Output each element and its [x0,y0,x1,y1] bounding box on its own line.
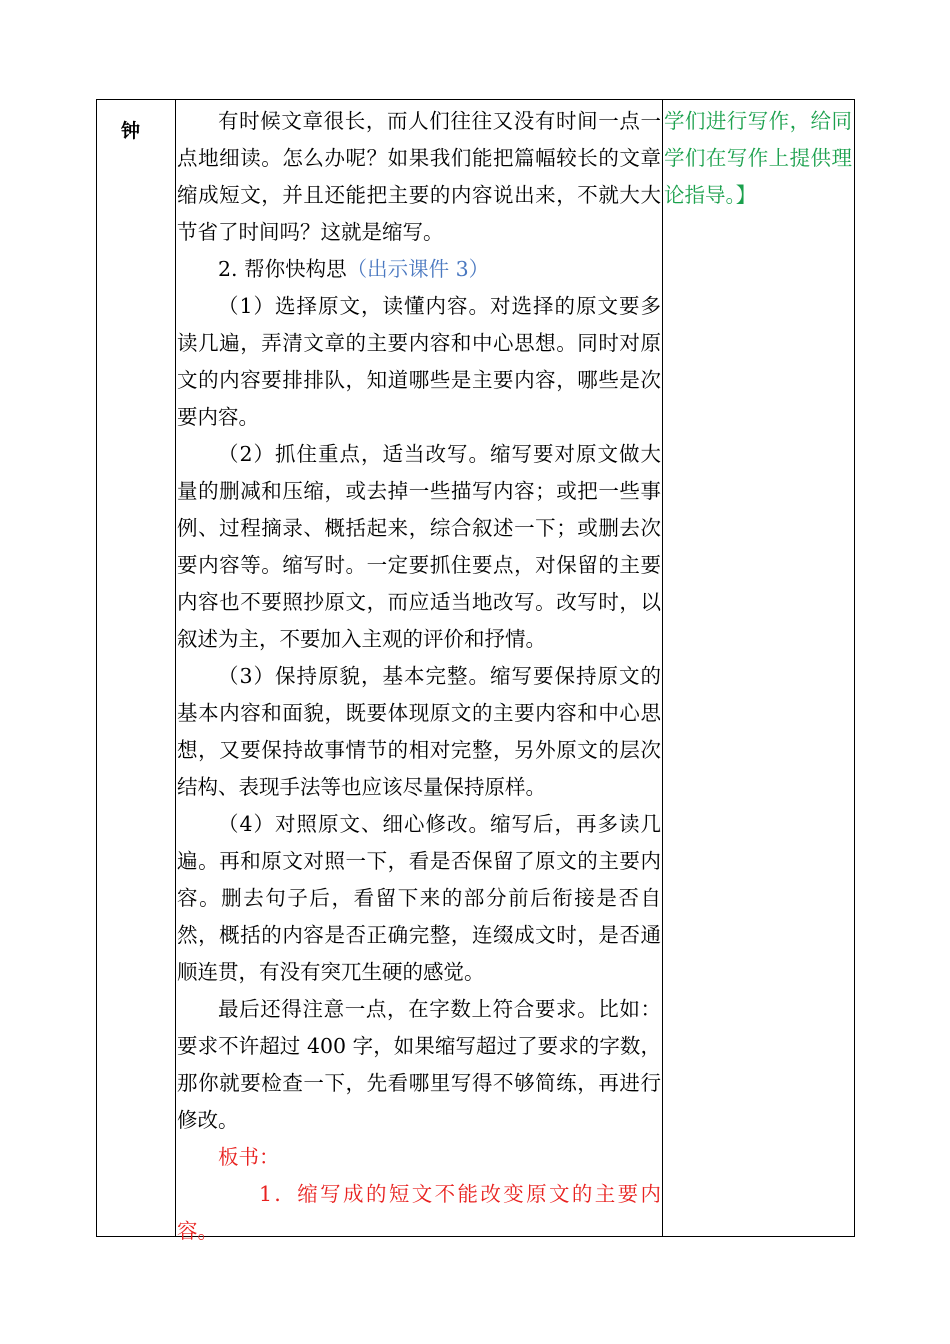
lesson-content [177,103,661,1250]
courseware-cue: （出示课件 3） [346,257,490,281]
time-label: 钟 [121,120,141,142]
step-1-paragraph: （1）选择原文，读懂内容。对选择的原文要多读几遍，弄清文章的主要内容和中心思想。同时对原文的内容要排排队，知道哪些是主要内容，哪些是次要内容。 [177,294,661,429]
board-label: 板书： [218,1145,280,1169]
step-3-paragraph: （3）保持原貌，基本完整。缩写要保持原文的基本内容和面貌，既要体现原文的主要内容和中心思想，又要保持故事情节的相对完整，另外原文的层次结构、表现手法等也应该尽量保持原样。 [177,664,661,799]
intro-paragraph: 有时候文章很长，而人们往往又没有时间一点一点地细读。怎么办呢？如果我们能把篇幅较长的文章缩成短文，并且还能把主要的内容说出来，不就大大节省了时间吗？这就是缩写。 [177,109,661,244]
section-heading [177,251,661,288]
time-column [97,100,176,1236]
content-column [176,100,663,1243]
section-heading-text: 2. 帮你快构思 [218,257,347,281]
board-item-1: 1．缩写成的短文不能改变原文的主要内容。 [177,1182,661,1243]
step-2-paragraph: （2）抓住重点，适当改写。缩写要对原文做大量的删减和压缩，或去掉一些描写内容；或把一些事例、过程摘录、概括起来，综合叙述一下；或删去次要内容等。缩写时。一定要抓住要点，对保留的主要内容也不要照抄原文，而应适当地改写。改写时，以叙述为主，不要加入主观的评价和抒情。 [177,442,661,651]
lesson-plan-table [96,99,855,1243]
final-note-paragraph: 最后还得注意一点，在字数上符合要求。比如：要求不许超过 400 字，如果缩写超过了要求的字数，那你就要检查一下，先看哪里写得不够简练，再进行修改。 [177,997,661,1132]
step-4-paragraph: （4）对照原文、细心修改。缩写后，再多读几遍。再和原文对照一下，看是否保留了原文的主要内容。删去句子后，看留下来的部分前后衔接是否自然，概括的内容是否正确完整，连缀成文时，是否通顺连贯，有没有突兀生硬的感觉。 [177,812,661,984]
design-intent-note: 学们进行写作，给同学们在写作上提供理论指导。】 [664,109,852,207]
notes-column [663,100,853,1236]
